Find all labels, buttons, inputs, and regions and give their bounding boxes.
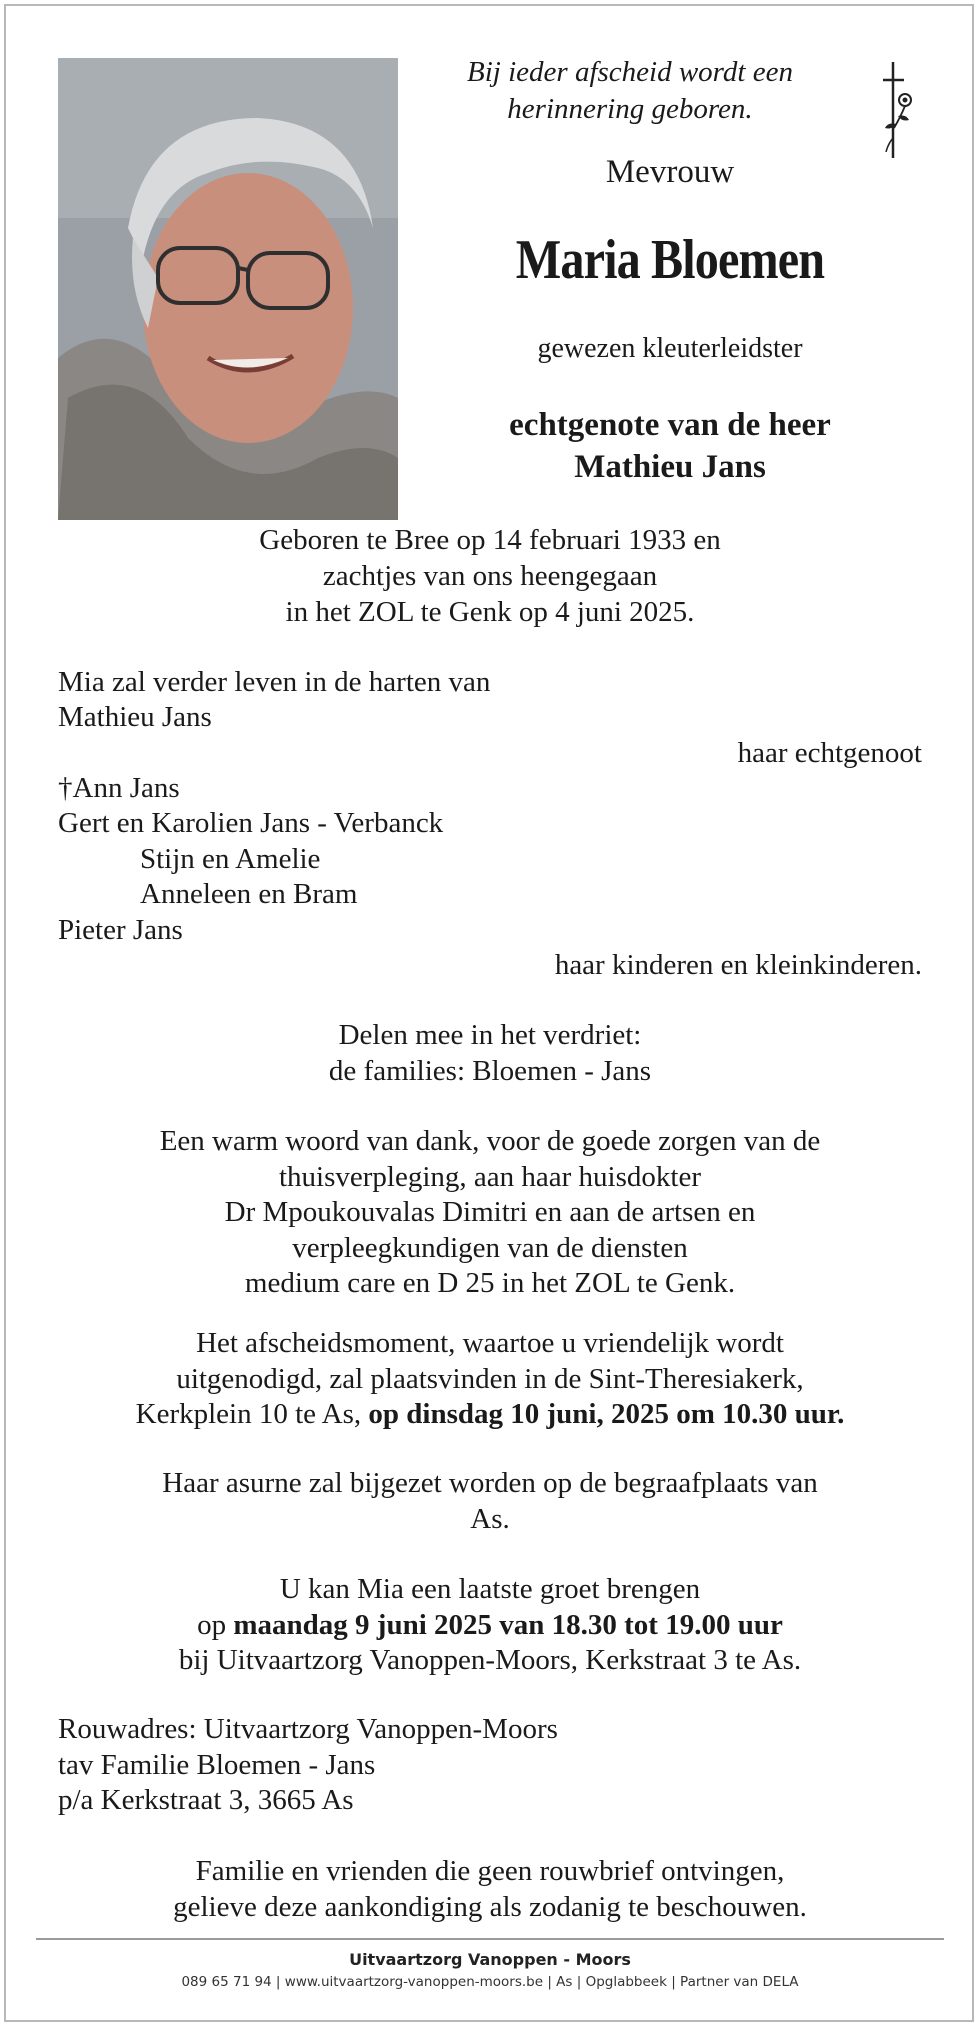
birth-death-info [60, 522, 920, 630]
urn-line: Haar asurne zal bijgezet worden op de begraafplaats van [162, 1467, 818, 1499]
ceremony-line: uitgenodigd, zal plaatsvinden in de Sint-Theresiakerk, [176, 1362, 804, 1395]
ceremony-block [60, 1326, 920, 1433]
visit-block [60, 1572, 920, 1679]
thanks-line: Dr Mpoukouvalas Dimitri en aan de artsen en [224, 1196, 756, 1228]
closing-line: gelieve deze aankondiging als zodanig te beschouwen. [173, 1890, 807, 1923]
footer-divider [36, 1938, 944, 1940]
spouse-line [430, 404, 910, 488]
motto-line: Bij ieder afscheid wordt een [467, 56, 793, 88]
visit-line: U kan Mia een laatste groet brengen [279, 1573, 701, 1605]
urn-block [60, 1466, 920, 1537]
family-member: Gert en Karolien Jans - Verbanck [58, 807, 444, 839]
birth-line: in het ZOL te Genk op 4 juni 2025. [285, 596, 695, 628]
closing-line: Familie en vrienden die geen rouwbrief ontvingen, [195, 1855, 785, 1887]
address-line: p/a Kerkstraat 3, 3665 As [58, 1784, 354, 1816]
birth-line: zachtjes van ons heengegaan [322, 560, 658, 592]
motto-line: herinnering geboren. [507, 93, 753, 125]
footer-info: 089 65 71 94 | www.uitvaartzorg-vanoppen-moors.be | As | Opglabbeek | Partner van DELA [181, 1974, 799, 1990]
footer-company: Uitvaartzorg Vanoppen - Moors [349, 1950, 631, 1969]
visit-prefix: op [197, 1608, 234, 1641]
spouse-line-2: Mathieu Jans [574, 449, 766, 485]
ceremony-line: Het afscheidsmoment, waartoe u vriendelijk wordt [196, 1327, 784, 1359]
family-husband: Mathieu Jans [58, 701, 212, 733]
sharing-line: Delen mee in het verdriet: [338, 1019, 642, 1051]
motto [430, 54, 830, 128]
husband-role: haar echtgenoot [737, 737, 922, 769]
closing-block [60, 1854, 920, 1925]
thanks-line: thuisverpleging, aan haar huisdokter [279, 1160, 701, 1193]
visit-line: bij Uitvaartzorg Vanoppen-Moors, Kerkstraat 3 te As. [178, 1644, 802, 1676]
family-intro: Mia zal verder leven in de harten van [58, 666, 491, 698]
ceremony-date: op dinsdag 10 juni, 2025 om 10.30 uur. [368, 1398, 845, 1430]
thanks-line: medium care en D 25 in het ZOL te Genk. [244, 1267, 736, 1299]
address-line: tav Familie Bloemen - Jans [58, 1749, 376, 1781]
cross-with-rose-icon [876, 58, 920, 160]
thanks-line: Een warm woord van dank, voor de goede zorgen van de [159, 1125, 821, 1157]
family-member: Anneleen en Bram [140, 878, 358, 910]
thanks-line: verpleegkundigen van de diensten [292, 1231, 688, 1264]
ceremony-line [60, 1397, 920, 1433]
visit-date: maandag 9 juni 2025 van 18.30 tot 19.00 uur [233, 1608, 783, 1641]
ceremony-location: Kerkplein 10 te As, [135, 1398, 369, 1430]
spouse-line-1: echtgenote van de heer [509, 407, 831, 443]
sharing-line: de families: Bloemen - Jans [328, 1054, 652, 1087]
visit-line [60, 1608, 920, 1644]
family-member: †Ann Jans [58, 772, 180, 804]
portrait-photo [58, 58, 398, 520]
deceased-name: Maria Bloemen [515, 229, 825, 291]
birth-line: Geboren te Bree op 14 februari 1933 en [259, 524, 721, 556]
salutation: Mevrouw [605, 154, 735, 190]
urn-line: As. [470, 1502, 510, 1535]
family-member: Pieter Jans [58, 914, 183, 946]
children-role: haar kinderen en kleinkinderen. [554, 949, 922, 981]
family-member: Stijn en Amelie [140, 843, 321, 875]
address-line: Rouwadres: Uitvaartzorg Vanoppen-Moors [58, 1713, 558, 1745]
thanks-block [60, 1124, 920, 1302]
occupation: gewezen kleuterleidster [537, 333, 803, 364]
sharing-block [60, 1018, 920, 1089]
